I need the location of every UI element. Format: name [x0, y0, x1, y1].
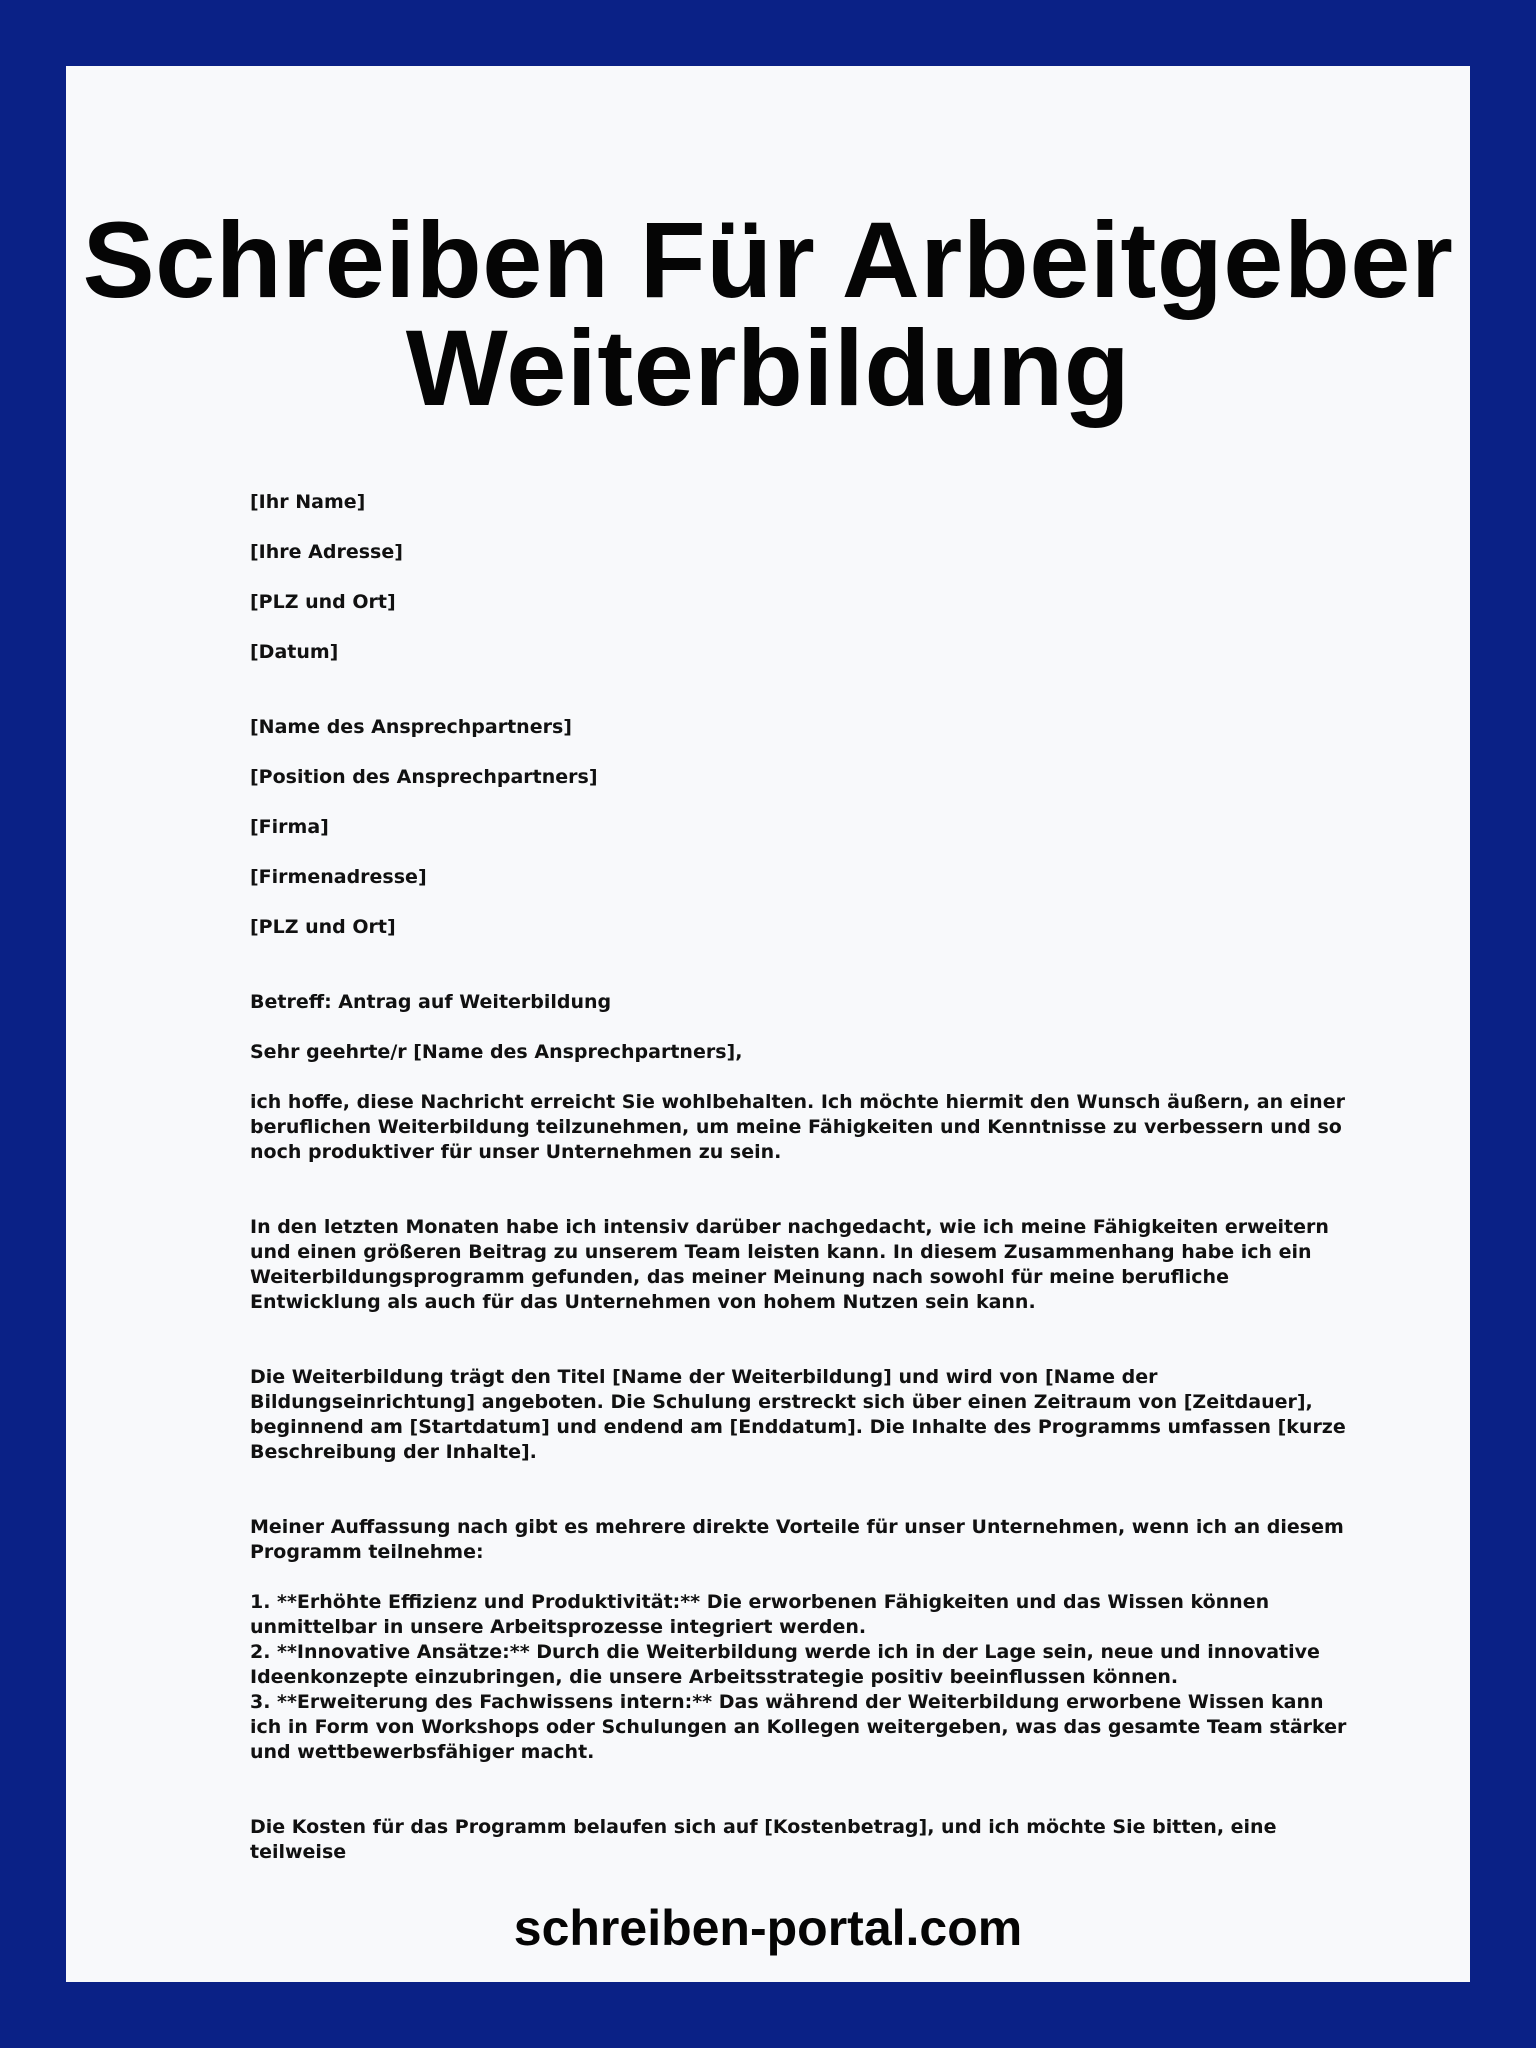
recipient-company: [Firma]	[250, 816, 329, 838]
sender-date: [Datum]	[250, 641, 339, 663]
salutation: Sehr geehrte/r [Name des Ansprechpartners],	[250, 1041, 743, 1063]
sender-name: [Ihr Name]	[250, 491, 366, 513]
sender-address: [Ihre Adresse]	[250, 541, 403, 563]
sender-block	[250, 490, 1350, 665]
letter-body	[250, 490, 1350, 1865]
page-title	[66, 199, 1470, 428]
recipient-address: [Firmenadresse]	[250, 866, 427, 888]
list-item: 2. **Innovative Ansätze:** Durch die Weiterbildung werde ich in der Lage sein, neue und innovative Ideenkonzepte einzubringen, die unsere Arbeitsstrategie positiv beeinflussen können.	[250, 1641, 1320, 1688]
footer-website: schreiben-portal.com	[513, 1900, 1023, 1956]
recipient-city: [PLZ und Ort]	[250, 916, 396, 938]
subject-line: Betreff: Antrag auf Weiterbildung	[250, 991, 612, 1013]
paragraph-intro: ich hoffe, diese Nachricht erreicht Sie wohlbehalten. Ich möchte hiermit den Wunsch äußern, an einer beruflichen Weiterbildung teilzunehmen, um meine Fähigkeiten und Kenntnisse zu verbessern und so noch produktiver für unser Unternehmen zu sein.	[250, 1091, 1345, 1163]
benefits-list	[250, 1590, 1350, 1765]
list-item: 1. **Erhöhte Effizienz und Produktivität:** Die erworbenen Fähigkeiten und das Wissen können unmittelbar in unsere Arbeitsprozesse integriert werden.	[250, 1591, 1270, 1638]
list-item: 3. **Erweiterung des Fachwissens intern:** Das während der Weiterbildung erworbene Wissen kann ich in Form von Workshops oder Schulungen an Kollegen weitergeben, was das gesamte Team stärker und wettbewerbsfähiger macht.	[250, 1691, 1347, 1763]
paragraph-benefits-intro: Meiner Auffassung nach gibt es mehrere direkte Vorteile für unser Unternehmen, wenn ich an diesem Programm teilnehme:	[250, 1516, 1344, 1563]
paragraph-program: Die Weiterbildung trägt den Titel [Name der Weiterbildung] und wird von [Name der Bildungseinrichtung] angeboten. Die Schulung erstreckt sich über einen Zeitraum von [Zeitdauer], beginnend am [Startdatum] und endend am [Enddatum]. Die Inhalte des Programms umfassen [kurze Beschreibung der Inhalte].	[250, 1366, 1346, 1463]
recipient-position: [Position des Ansprechpartners]	[250, 766, 598, 788]
paragraph-costs: Die Kosten für das Programm belaufen sich auf [Kostenbetrag], und ich möchte Sie bitten, eine teilweise	[250, 1816, 1277, 1863]
title-line-1: Schreiben Für Arbeitgeber	[82, 199, 1454, 320]
letter-sheet	[66, 66, 1470, 1982]
recipient-name: [Name des Ansprechpartners]	[250, 716, 572, 738]
title-line-2: Weiterbildung	[405, 307, 1131, 428]
paragraph-motivation: In den letzten Monaten habe ich intensiv darüber nachgedacht, wie ich meine Fähigkeiten erweitern und einen größeren Beitrag zu unserem Team leisten kann. In diesem Zusammenhang habe ich ein Weiterbildungsprogramm gefunden, das meiner Meinung nach sowohl für meine berufliche Entwicklung als auch für das Unternehmen von hohem Nutzen sein kann.	[250, 1216, 1329, 1313]
sender-city: [PLZ und Ort]	[250, 591, 396, 613]
recipient-block	[250, 715, 1350, 940]
